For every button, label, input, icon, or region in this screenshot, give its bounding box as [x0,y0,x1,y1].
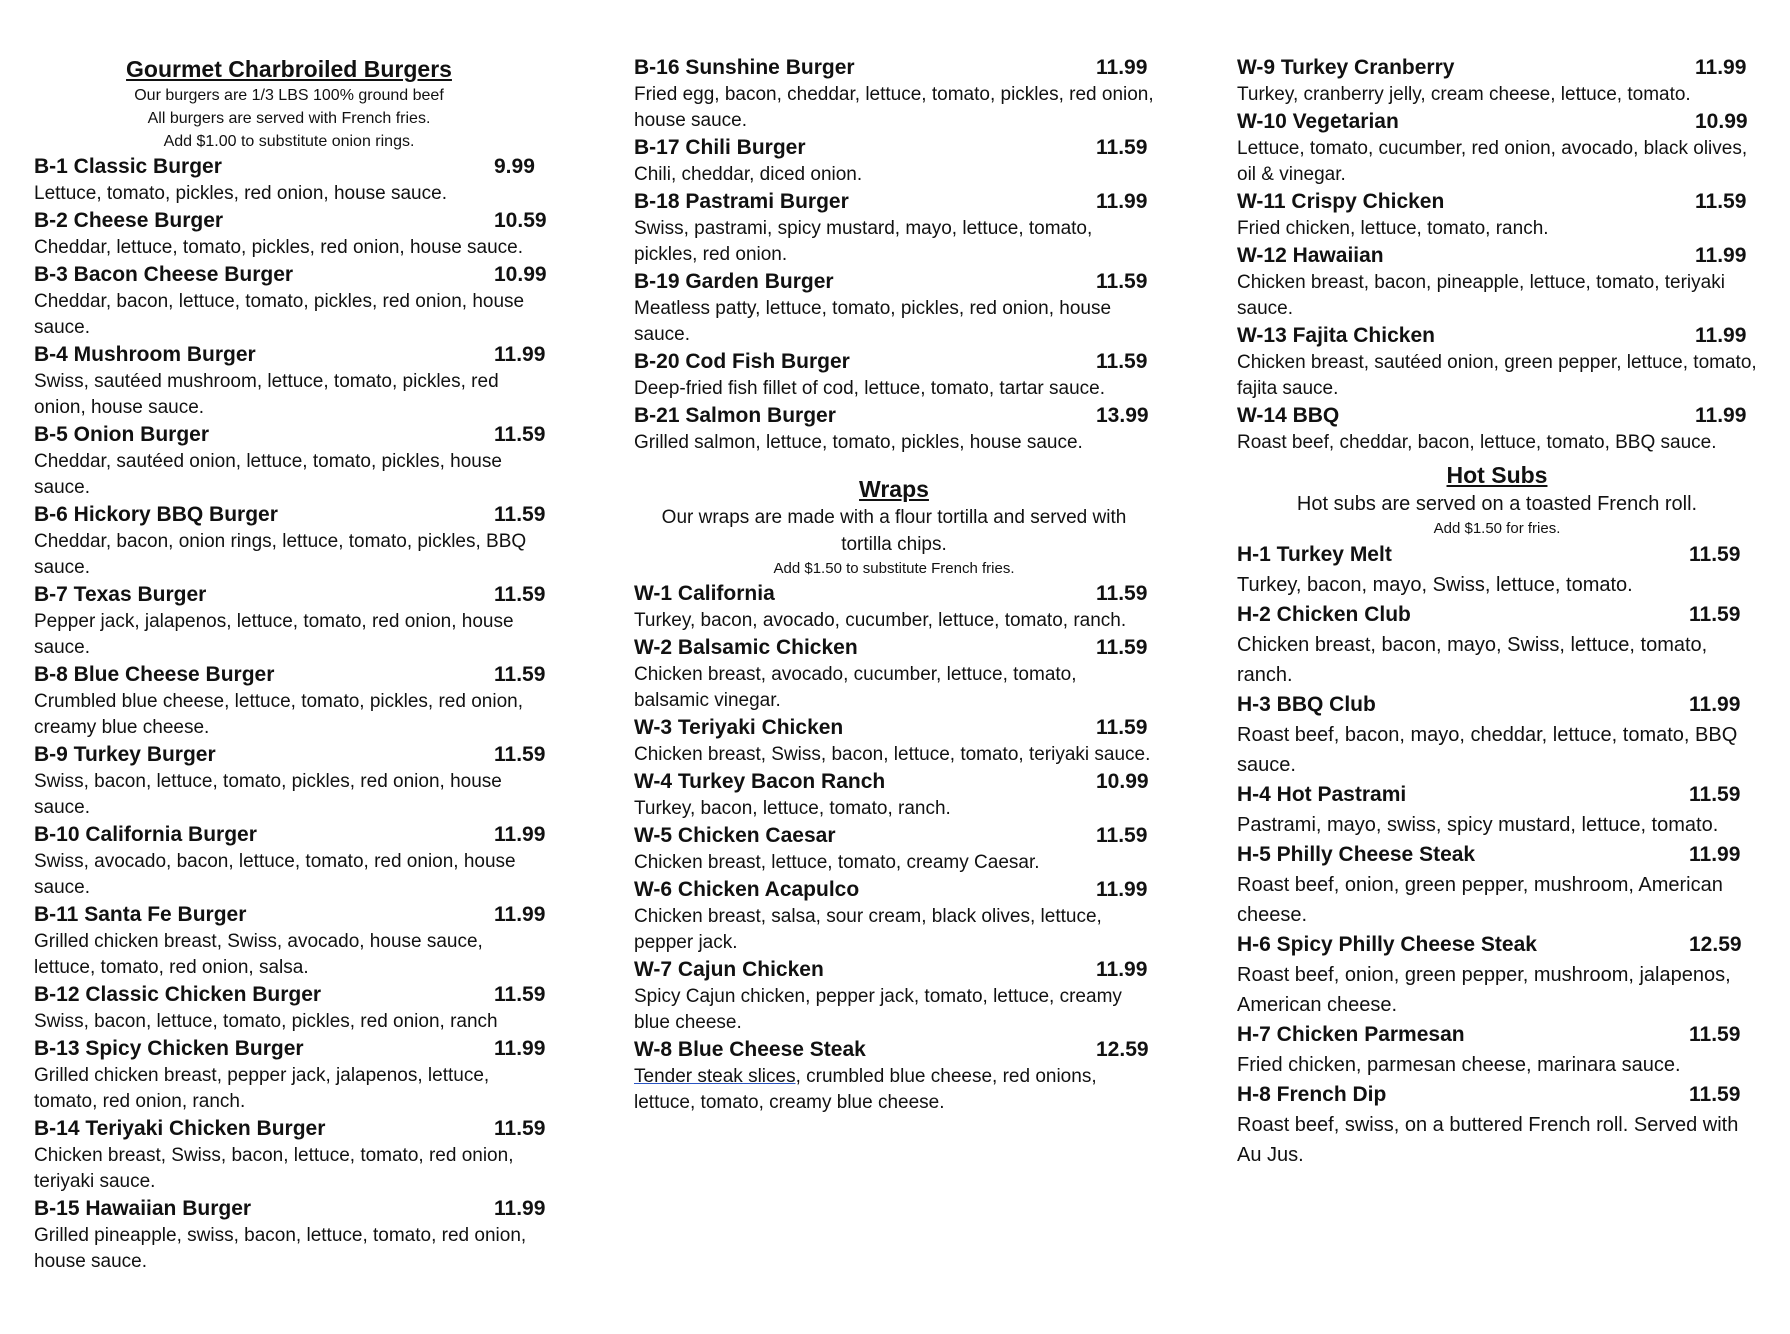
menu-item [34,1035,544,1115]
item-description: Turkey, cranberry jelly, cream cheese, lettuce, tomato. [1237,84,1691,105]
item-price: 11.59 [1096,824,1148,847]
item-price: 11.99 [1689,693,1741,716]
item-description: Lettuce, tomato, pickles, red onion, house sauce. [34,183,447,204]
item-price: 11.99 [1096,878,1148,901]
menu-item [1237,188,1757,242]
item-description: Grilled chicken breast, pepper jack, jalapenos, lettuce, tomato, red onion, ranch. [34,1065,490,1112]
menu-item [634,714,1154,768]
item-price: 10.99 [1695,110,1748,133]
item-description: Grilled chicken breast, Swiss, avocado, house sauce, lettuce, tomato, red onion, salsa. [34,931,483,978]
burgers-note: All burgers are served with French fries. [147,110,431,127]
item-name: W-4 Turkey Bacon Ranch [634,770,886,793]
hot-subs-note: Hot subs are served on a toasted French roll. [1296,493,1698,515]
item-price: 11.59 [1695,190,1747,213]
menu-item [634,634,1154,714]
item-name: B-14 Teriyaki Chicken Burger [34,1117,326,1140]
menu-item [634,54,1154,134]
menu-item [1237,780,1757,840]
item-description: Roast beef, swiss, on a buttered French roll. Served with Au Jus. [1237,1114,1739,1166]
menu-item [634,822,1154,876]
item-description: Fried chicken, lettuce, tomato, ranch. [1237,218,1549,239]
item-description: Chicken breast, bacon, pineapple, lettuce, tomato, teriyaki sauce. [1237,272,1725,319]
item-description: Swiss, pastrami, spicy mustard, mayo, lettuce, tomato, pickles, red onion. [634,218,1093,265]
section-title-wraps: Wraps [859,476,929,502]
item-price: 11.59 [1096,136,1148,159]
item-description: Turkey, bacon, avocado, cucumber, lettuce, tomato, ranch. [634,610,1127,631]
item-price: 11.99 [494,823,546,846]
item-price: 11.59 [1689,603,1741,626]
item-name: B-11 Santa Fe Burger [34,903,247,926]
item-price: 11.99 [1695,56,1747,79]
item-description: Chicken breast, sautéed onion, green pepper, lettuce, tomato, fajita sauce. [1237,352,1757,399]
item-name: W-5 Chicken Caesar [634,824,836,847]
menu-item [34,661,544,741]
menu-item [34,901,544,981]
item-description: Spicy Cajun chicken, pepper jack, tomato, lettuce, creamy blue cheese. [634,986,1122,1033]
menu-item [1237,108,1757,188]
menu-item [34,341,544,421]
menu-item [1237,1080,1757,1170]
item-name: H-2 Chicken Club [1237,603,1411,626]
item-name: H-7 Chicken Parmesan [1237,1023,1465,1046]
menu-item [634,876,1154,956]
menu-item [634,402,1154,456]
item-name: W-9 Turkey Cranberry [1237,56,1455,79]
menu-item [1237,1020,1757,1080]
item-description: Roast beef, onion, green pepper, mushroom, American cheese. [1237,874,1723,926]
menu-item [1237,242,1757,322]
menu-item [1237,322,1757,402]
item-name: B-5 Onion Burger [34,423,210,446]
item-price: 10.99 [494,263,547,286]
item-name: W-14 BBQ [1237,404,1340,427]
item-price: 11.99 [494,903,546,926]
item-description: Fried egg, bacon, cheddar, lettuce, tomato, pickles, red onion, house sauce. [634,84,1154,131]
item-price: 11.99 [1096,958,1148,981]
item-name: B-12 Classic Chicken Burger [34,983,322,1006]
item-price: 13.99 [1096,404,1149,427]
item-description: Meatless patty, lettuce, tomato, pickles, red onion, house sauce. [634,298,1112,345]
item-price: 11.59 [494,663,546,686]
menu-item [1237,402,1757,456]
wraps-note: Add $1.50 to substitute French fries. [773,560,1015,577]
menu-item [34,981,544,1035]
item-description: Cheddar, sautéed onion, lettuce, tomato, pickles, house sauce. [34,451,502,498]
menu-item [1237,600,1757,690]
item-description: Deep-fried fish fillet of cod, lettuce, tomato, tartar sauce. [634,378,1106,399]
column-right [1237,54,1757,1170]
item-description: Chili, cheddar, diced onion. [634,164,863,185]
item-price: 11.59 [494,583,546,606]
item-name: W-13 Fajita Chicken [1237,324,1435,347]
menu-item [34,153,544,207]
item-name: H-8 French Dip [1237,1083,1387,1106]
item-price: 11.59 [1096,350,1148,373]
item-description: Chicken breast, avocado, cucumber, lettuce, tomato, balsamic vinegar. [634,664,1077,711]
item-description: Chicken breast, bacon, mayo, Swiss, lettuce, tomato, ranch. [1237,634,1708,686]
item-description: Fried chicken, parmesan cheese, marinara sauce. [1237,1054,1681,1076]
menu-item [634,188,1154,268]
menu-item [634,956,1154,1036]
item-price: 11.59 [1689,1083,1741,1106]
item-price: 11.59 [1096,716,1148,739]
hot-subs-note: Add $1.50 for fries. [1433,520,1561,537]
menu-item [34,261,547,341]
item-price: 11.59 [1096,270,1148,293]
item-price: 11.99 [494,1037,546,1060]
item-description: Chicken breast, lettuce, tomato, creamy Caesar. [634,852,1040,873]
wraps-note: Our wraps are made with a flour tortilla and served with tortilla chips. [661,507,1127,555]
menu-item [634,1036,1154,1116]
menu-item [634,268,1154,348]
item-price: 10.59 [494,209,547,232]
menu-item [1237,540,1757,600]
item-name: H-6 Spicy Philly Cheese Steak [1237,933,1537,956]
item-name: W-3 Teriyaki Chicken [634,716,844,739]
item-price: 11.99 [1695,324,1747,347]
item-price: 11.59 [494,503,546,526]
item-description-rest: crumbled blue cheese, red onions, lettuce, tomato, creamy blue cheese. [634,1066,1097,1113]
item-description: Cheddar, lettuce, tomato, pickles, red onion, house sauce. [34,237,524,258]
item-price: 11.59 [494,1117,546,1140]
menu-item [1237,54,1757,108]
item-name: B-17 Chili Burger [634,136,806,159]
item-name: B-1 Classic Burger [34,155,222,178]
item-name: B-21 Salmon Burger [634,404,836,427]
item-description: Roast beef, onion, green pepper, mushroom, jalapenos, American cheese. [1237,964,1731,1016]
item-name: W-7 Cajun Chicken [634,958,824,981]
menu-item [34,501,544,581]
menu-item [1237,840,1757,930]
item-name: B-2 Cheese Burger [34,209,224,232]
item-name: W-11 Crispy Chicken [1237,190,1445,213]
item-description: Turkey, bacon, lettuce, tomato, ranch. [634,798,951,819]
item-description: Roast beef, cheddar, bacon, lettuce, tomato, BBQ sauce. [1237,432,1717,453]
hot-subs-list [1237,540,1757,1170]
menu-item [634,768,1154,822]
item-name: B-20 Cod Fish Burger [634,350,850,373]
item-price: 11.99 [1695,404,1747,427]
item-description: Pepper jack, jalapenos, lettuce, tomato, red onion, house sauce. [34,611,514,658]
item-name: B-9 Turkey Burger [34,743,216,766]
item-price: 11.59 [494,423,546,446]
item-description: Swiss, sautéed mushroom, lettuce, tomato, pickles, red onion, house sauce. [34,371,499,418]
menu-item [34,581,544,661]
menu-item [34,821,544,901]
item-description: Pastrami, mayo, swiss, spicy mustard, lettuce, tomato. [1237,814,1719,836]
item-name: W-8 Blue Cheese Steak [634,1038,866,1061]
item-description: Chicken breast, Swiss, bacon, lettuce, tomato, teriyaki sauce. [634,744,1151,765]
item-name: B-15 Hawaiian Burger [34,1197,252,1220]
item-price: 11.99 [1689,843,1741,866]
section-title-burgers: Gourmet Charbroiled Burgers [126,56,452,82]
item-description: Chicken breast, salsa, sour cream, black olives, lettuce, pepper jack. [634,906,1102,953]
menu-item [1237,690,1757,780]
item-name: B-19 Garden Burger [634,270,834,293]
item-price: 11.59 [1689,783,1741,806]
item-description: Swiss, bacon, lettuce, tomato, pickles, red onion, ranch [34,1011,498,1032]
item-description: Crumbled blue cheese, lettuce, tomato, pickles, red onion, creamy blue cheese. [34,691,523,738]
item-description: Lettuce, tomato, cucumber, red onion, avocado, black olives, oil & vinegar. [1237,138,1748,185]
burgers-note: Our burgers are 1/3 LBS 100% ground beef [134,87,444,104]
item-name: B-16 Sunshine Burger [634,56,855,79]
menu-item [34,1195,544,1275]
burgers-note: Add $1.00 to substitute onion rings. [163,133,415,150]
item-name: H-5 Philly Cheese Steak [1237,843,1476,866]
item-description: Chicken breast, Swiss, bacon, lettuce, tomato, red onion, teriyaki sauce. [34,1145,514,1192]
item-name: B-6 Hickory BBQ Burger [34,503,278,526]
item-name: B-10 California Burger [34,823,257,846]
item-price: 11.59 [1689,543,1741,566]
menu-item [34,207,547,261]
item-price: 11.59 [494,743,546,766]
item-description: Turkey, bacon, mayo, Swiss, lettuce, tomato. [1237,574,1633,596]
menu-item [634,348,1154,402]
item-description: Cheddar, bacon, onion rings, lettuce, tomato, pickles, BBQ sauce. [34,531,527,578]
item-name: B-13 Spicy Chicken Burger [34,1037,304,1060]
item-name: W-1 California [634,582,775,605]
item-description: Grilled pineapple, swiss, bacon, lettuce, tomato, red onion, house sauce. [34,1225,527,1272]
item-price: 11.59 [1096,582,1148,605]
item-description: Roast beef, bacon, mayo, cheddar, lettuce, tomato, BBQ sauce. [1237,724,1738,776]
item-description [634,1064,1154,1116]
menu-item [34,741,544,821]
item-name: B-7 Texas Burger [34,583,207,606]
item-description: Grilled salmon, lettuce, tomato, pickles, house sauce. [634,432,1083,453]
item-price: 11.99 [494,343,546,366]
item-price: 10.99 [1096,770,1149,793]
menu-item [34,421,544,501]
column-middle [634,54,1154,1116]
item-price: 11.99 [1096,190,1148,213]
item-price: 9.99 [494,155,535,178]
column-left [34,54,547,1275]
menu-item [634,134,1154,188]
item-price: 11.59 [1096,636,1148,659]
item-description: Cheddar, bacon, lettuce, tomato, pickles, red onion, house sauce. [34,291,525,338]
item-name: B-18 Pastrami Burger [634,190,849,213]
item-name: H-4 Hot Pastrami [1237,783,1407,806]
item-name: H-1 Turkey Melt [1237,543,1392,566]
item-price: 12.59 [1689,933,1742,956]
item-price: 12.59 [1096,1038,1149,1061]
item-name: H-3 BBQ Club [1237,693,1376,716]
item-name: B-8 Blue Cheese Burger [34,663,275,686]
item-price: 11.59 [494,983,546,1006]
menu-item [634,580,1154,634]
item-price: 11.99 [494,1197,546,1220]
item-name: W-6 Chicken Acapulco [634,878,860,901]
item-description: Swiss, bacon, lettuce, tomato, pickles, red onion, house sauce. [34,771,502,818]
item-price: 11.99 [1096,56,1148,79]
underlined-text: Tender steak slices, [634,1066,801,1087]
item-name: W-12 Hawaiian [1237,244,1384,267]
menu-item [34,1115,544,1195]
item-name: B-3 Bacon Cheese Burger [34,263,294,286]
menu-item [1237,930,1757,1020]
item-name: W-10 Vegetarian [1237,110,1399,133]
item-price: 11.59 [1689,1023,1741,1046]
item-name: W-2 Balsamic Chicken [634,636,858,659]
item-price: 11.99 [1695,244,1747,267]
section-title-hot-subs: Hot Subs [1446,462,1548,488]
item-description: Swiss, avocado, bacon, lettuce, tomato, red onion, house sauce. [34,851,516,898]
item-name: B-4 Mushroom Burger [34,343,256,366]
